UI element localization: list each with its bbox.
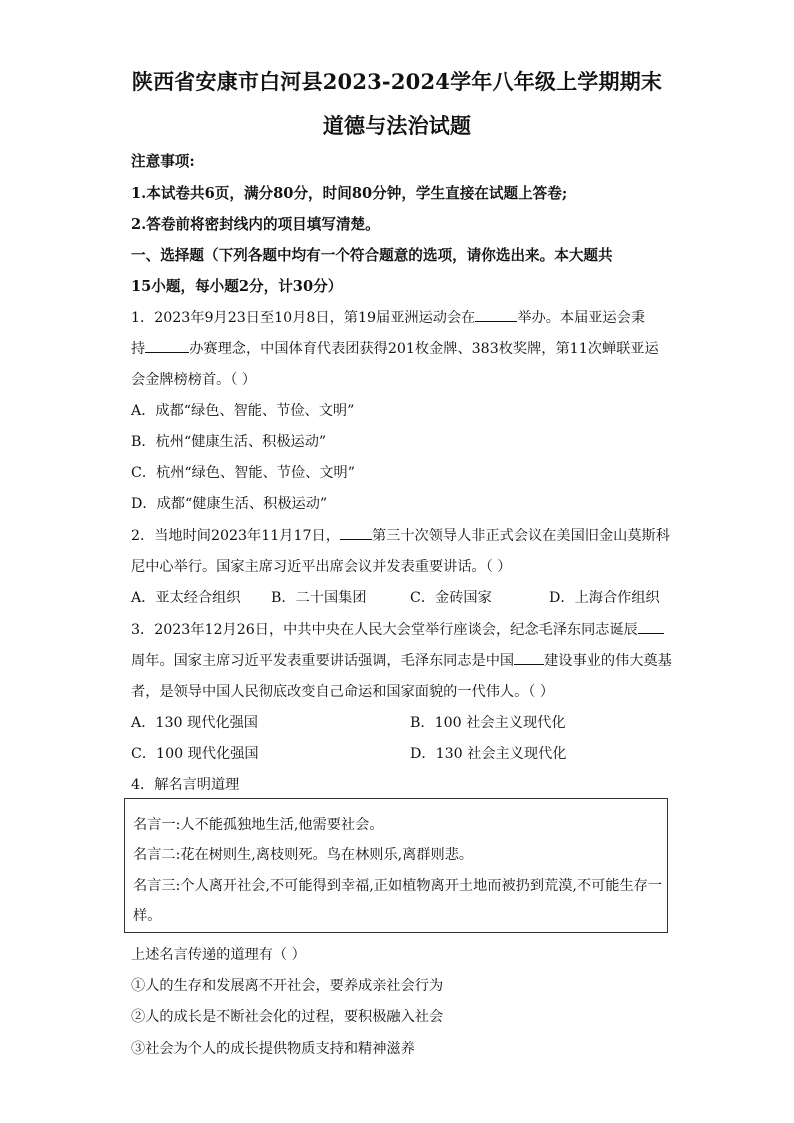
quotes-box	[124, 798, 668, 933]
q1-text: 1．2023年9月23日至10月8日，第19届亚洲运动会在	[131, 310, 476, 326]
q1-option-d: D．成都“健康生活、积极运动”	[131, 496, 328, 512]
q3-stem-line2	[131, 650, 672, 670]
q2-stem-line2: 尼中心举行。国家主席习近平出席会议并发表重要讲话。（ ）	[131, 559, 512, 575]
q2-text: 第三十次领导人非正式会议在美国旧金山莫斯科	[371, 528, 670, 544]
q2-option-d: D．上海合作组织	[549, 590, 660, 606]
q1-option-a: A．成都“绿色、智能、节俭、文明”	[131, 403, 355, 419]
quote-1: 名言一:人不能孤独地生活,他需要社会。	[133, 817, 384, 833]
q2-option-c: C．金砖国家	[410, 590, 492, 606]
q1-option-c: C．杭州“绿色、智能、节俭、文明”	[131, 465, 355, 481]
q1-text: 持	[131, 341, 146, 357]
q2-option-a: A．亚太经合组织	[131, 590, 241, 606]
q3-text: 建设事业的伟大奠基	[544, 653, 672, 669]
q3-option-c: C．100 现代化强国	[131, 746, 259, 762]
q2-blank	[340, 527, 372, 540]
exam-title-line1: 陕西省安康市白河县2023-2024学年八年级上学期期末	[131, 69, 663, 94]
notes-item-1: 1.本试卷共6页，满分80分，时间80分钟，学生直接在试题上答卷;	[131, 185, 568, 202]
quote-3-cont: 样。	[133, 908, 162, 924]
q3-option-b: B．100 社会主义现代化	[410, 715, 566, 731]
q3-stem-line3: 者，是领导中国人民彻底改变自己命运和国家面貌的一代伟人。（ ）	[131, 684, 555, 700]
q1-stem-line1	[131, 307, 645, 327]
q1-blank-2	[145, 340, 189, 353]
q4-statement-3: ③社会为个人的成长提供物质支持和精神滋养	[131, 1041, 415, 1057]
q3-blank-1	[638, 621, 664, 634]
q1-stem-line3: 会金牌榜榜首。（ ）	[131, 372, 257, 388]
q1-text: 办赛理念，中国体育代表团获得201枚金牌、383枚奖牌，第11次蝉联亚运	[189, 341, 659, 357]
q2-stem-line1	[131, 525, 670, 545]
exam-title-line2: 道德与法治试题	[322, 113, 472, 138]
q3-text: 3．2023年12月26日，中共中央在人民大会堂举行座谈会，纪念毛泽东同志诞辰	[131, 622, 638, 638]
q4-statement-2: ②人的成长是不断社会化的过程，要积极融入社会	[131, 1009, 444, 1025]
q1-option-b: B．杭州“健康生活、积极运动”	[131, 434, 327, 450]
q3-option-d: D．130 社会主义现代化	[410, 746, 567, 762]
q3-stem-line1	[131, 619, 664, 639]
q1-blank-1	[475, 309, 517, 322]
quote-2: 名言二:花在树则生,离枝则死。鸟在林则乐,离群则悲。	[133, 847, 474, 863]
q1-stem-line2	[131, 338, 659, 358]
q3-option-a: A．130 现代化强国	[131, 715, 258, 731]
q4-stem: 4．解名言明道理	[131, 777, 240, 793]
q4-question: 上述名言传递的道理有（ ）	[131, 947, 306, 963]
section-1-heading-cont: 15小题，每小题2分，计30分）	[131, 278, 343, 295]
q2-option-b: B．二十国集团	[271, 590, 367, 606]
q4-statement-1: ①人的生存和发展离不开社会，要养成亲社会行为	[131, 978, 444, 994]
q3-text: 周年。国家主席习近平发表重要讲话强调，毛泽东同志是中国	[131, 653, 515, 669]
section-1-heading: 一、选择题（下列各题中均有一个符合题意的选项，请你选出来。本大题共	[131, 247, 613, 264]
q2-text: 2．当地时间2023年11月17日，	[131, 528, 340, 544]
q3-blank-2	[514, 652, 544, 665]
notes-heading: 注意事项:	[131, 153, 195, 170]
quote-3: 名言三:个人离开社会,不可能得到幸福,正如植物离开土地而被扔到荒漠,不可能生存一	[133, 878, 663, 894]
notes-item-2: 2.答卷前将密封线内的项目填写清楚。	[131, 216, 380, 233]
q1-text: 举办。本届亚运会秉	[517, 310, 646, 326]
